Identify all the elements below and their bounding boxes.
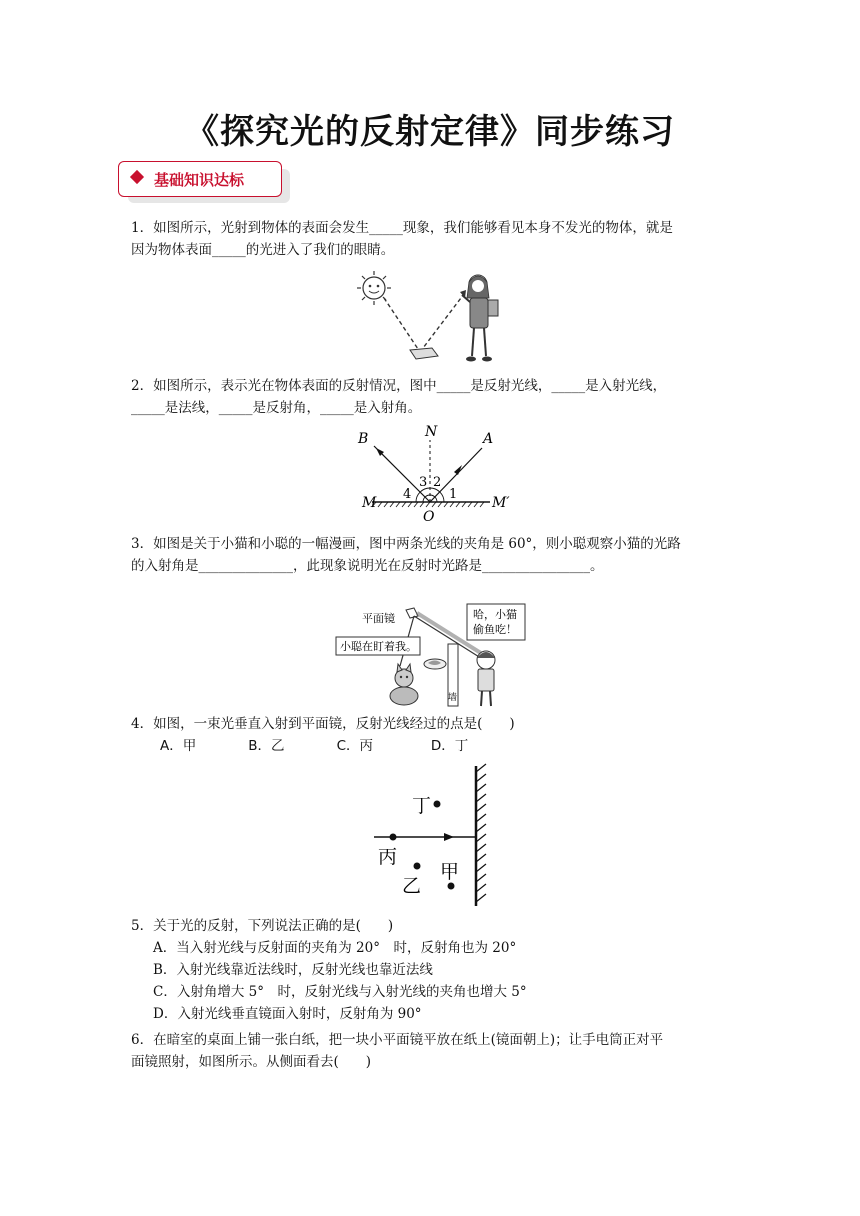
section-tag <box>118 161 298 197</box>
section-label: 基础知识达标 <box>154 171 245 189</box>
label-O: O <box>423 509 435 524</box>
girl-icon <box>462 275 498 362</box>
question-1-line-1: 1．如图所示，光射到物体的表面会发生_____现象，我们能够看见本身不发光的物体，就是 <box>131 220 673 236</box>
mirror-hatching <box>476 764 486 902</box>
question-5-options <box>153 937 753 1025</box>
wall-label: 墙 <box>448 693 458 703</box>
boy-speech-text-1: 哈，小猫 <box>473 608 517 621</box>
q5-option-c: C．入射角增大 5° 时，反射光线与入射光线的夹角也增大 5° <box>153 984 527 1000</box>
question-1-line-2: 因为物体表面_____的光进入了我们的眼睛。 <box>131 242 395 258</box>
label-N: N <box>425 424 438 440</box>
label-yi: 乙 <box>402 875 422 897</box>
label-angle-2: 2 <box>433 475 442 490</box>
question-2-line-1: 2．如图所示，表示光在物体表面的反射情况，图中_____是反射光线，_____是入射光线， <box>131 378 667 394</box>
question-4-line-1: 4．如图，一束光垂直入射到平面镜，反射光线经过的点是( ) <box>131 716 515 732</box>
q4-option-b: B．乙 <box>248 738 285 754</box>
label-bing: 丙 <box>378 846 398 868</box>
question-3-line-1: 3．如图是关于小猫和小聪的一幅漫画，图中两条光线的夹角是 60°，则小聪观察小猫的光路 <box>131 536 681 552</box>
label-ding: 丁 <box>412 795 432 817</box>
question-6-line-1: 6．在暗室的桌面上铺一张白纸，把一块小平面镜平放在纸上(镜面朝上)；让手电筒正对平 <box>131 1032 664 1048</box>
question-2-line-2: _____是法线，_____是反射角，_____是入射角。 <box>131 400 422 416</box>
mirror-hatching <box>372 502 484 507</box>
label-A: A <box>483 431 494 447</box>
q5-option-d: D．入射光线垂直镜面入射时，反射角为 90° <box>153 1006 422 1022</box>
point-yi <box>414 863 421 870</box>
label-B: B <box>358 431 369 447</box>
question-5 <box>131 915 731 937</box>
boy-speech-text-2: 偷鱼吃！ <box>473 623 517 636</box>
question-2 <box>131 375 731 419</box>
ray-OB <box>374 446 430 502</box>
point-jia <box>448 883 455 890</box>
q5-option-a: A．当入射光线与反射面的夹角为 20° 时，反射角也为 20° <box>153 940 517 956</box>
question-1 <box>131 217 731 261</box>
incident-ray <box>384 298 420 352</box>
question-6-line-2: 面镜照射，如图所示。从侧面看去( ) <box>131 1054 372 1070</box>
figure-sun-book-girl <box>340 268 540 368</box>
question-4-options <box>160 735 468 757</box>
label-angle-4: 4 <box>403 487 412 502</box>
q4-option-c: C．丙 <box>336 738 374 754</box>
mirror-icon <box>406 608 418 618</box>
figure-cat-cartoon <box>334 600 534 710</box>
question-6 <box>131 1029 731 1073</box>
figure-mirror-points <box>368 762 498 912</box>
label-jia: 甲 <box>440 861 460 883</box>
q4-option-d: D．丁 <box>430 738 469 754</box>
q4-option-a: A．甲 <box>160 738 197 754</box>
figure-reflection-diagram <box>350 422 520 524</box>
q5-option-b: B．入射光线靠近法线时，反射光线也靠近法线 <box>153 962 433 978</box>
page-title: 《探究光的反射定律》同步练习 <box>185 112 675 152</box>
cat-speech-text: 小聪在盯着我。 <box>340 640 417 653</box>
boy-icon <box>477 651 495 706</box>
label-M: M <box>362 495 377 511</box>
question-3-line-2: 的入射角是______________，此现象说明光在反射时光路是________________。 <box>131 558 604 574</box>
point-bing <box>390 834 397 841</box>
label-M-prime: M′ <box>492 495 510 511</box>
question-4 <box>131 713 731 735</box>
point-ding <box>434 801 441 808</box>
reflected-ray <box>420 294 464 352</box>
mirror-label: 平面镜 <box>362 612 395 625</box>
question-5-line-1: 5．关于光的反射，下列说法正确的是( ) <box>131 918 394 934</box>
book-icon <box>410 348 438 359</box>
question-3 <box>131 533 731 577</box>
fish-plate-icon <box>424 659 446 669</box>
label-angle-3: 3 <box>419 475 428 490</box>
label-angle-1: 1 <box>449 487 458 502</box>
cat-icon <box>390 664 418 705</box>
